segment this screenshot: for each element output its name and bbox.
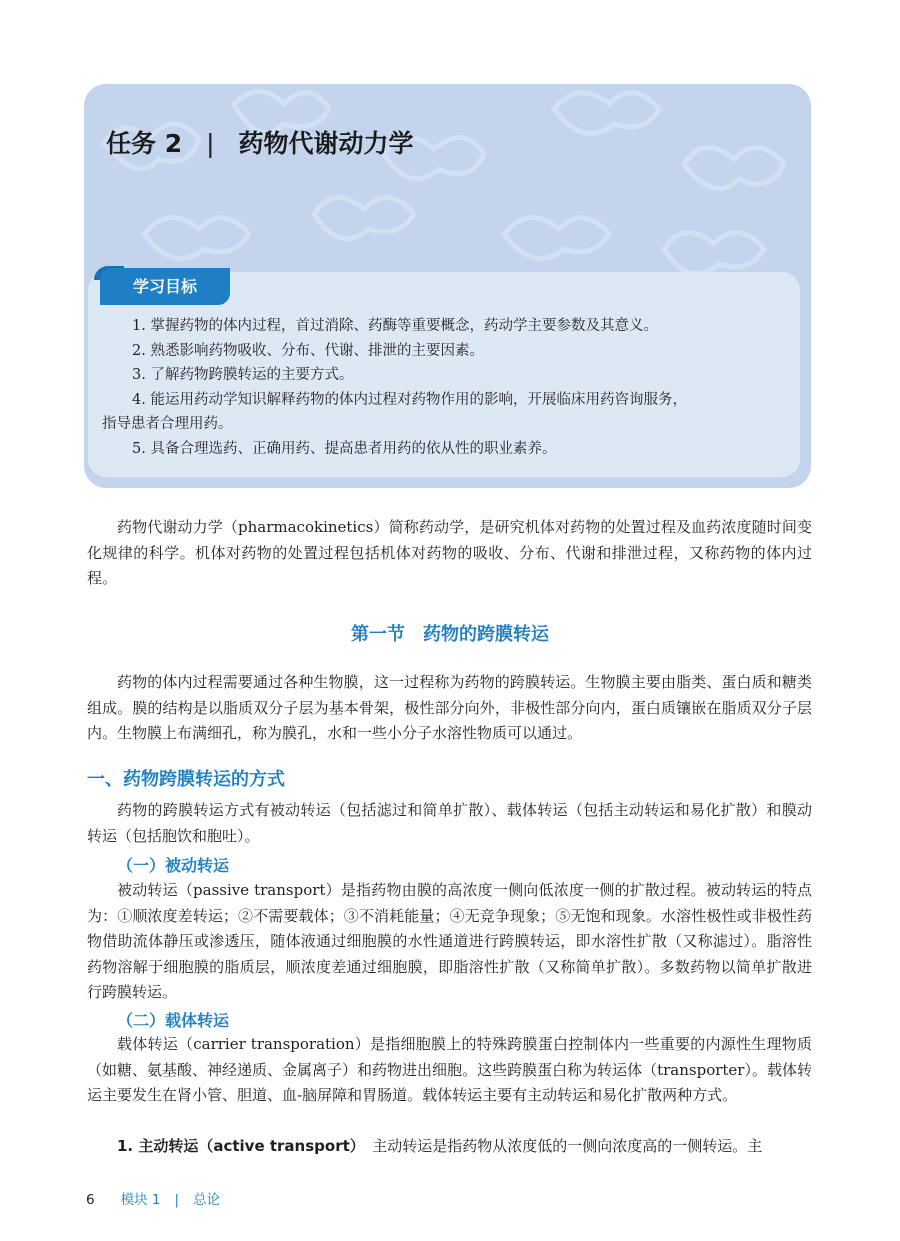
- page-number: 6: [86, 1192, 95, 1208]
- task-header-box: [84, 84, 811, 488]
- sub2-paragraph: 载体转运（carrier transporation）是指细胞膜上的特殊跨膜蛋白控制体内一些重要的内源性生理物质（如糖、氨基酸、神经递质、金属离子）和药物进出细胞。这些跨膜蛋白称为转运体（transporter）。载体转运主要发生在肾小管、胆道、血-脑屏障和胃肠道。载体转运主要有主动转运和易化扩散两种方式。: [87, 1035, 812, 1104]
- sub2-item1: [87, 1134, 812, 1160]
- sub1-title: （一）被动转运: [117, 856, 230, 875]
- sub2-title: （二）载体转运: [117, 1011, 230, 1030]
- sub2-item1-text: 主动转运是指药物从浓度低的一侧向浓度高的一侧转运。主: [357, 1137, 763, 1155]
- task-label: 任务 2: [106, 129, 183, 158]
- objective-item: 2. 熟悉影响药物吸收、分布、代谢、排泄的主要因素。: [132, 342, 484, 359]
- objectives-tab: 学习目标: [100, 268, 230, 305]
- heading-1: 一、药物跨膜转运的方式: [87, 769, 285, 790]
- sub1-paragraph: 被动转运（passive transport）是指药物由膜的高浓度一侧向低浓度一侧的扩散过程。被动转运的特点为：①顺浓度差转运；②不需要载体；③不消耗能量；④无竞争现象；⑤无饱和现象。水溶性极性或非极性药物借助流体静压或渗透压，随体液通过细胞膜的水性通道进行跨膜转运，即水溶性扩散（又称滤过）。脂溶性药物溶解于细胞膜的脂质层，顺浓度差通过细胞膜，即脂溶性扩散（又称简单扩散）。多数药物以简单扩散进行跨膜转运。: [87, 881, 812, 1001]
- objective-item: 1. 掌握药物的体内过程，首过消除、药酶等重要概念，药动学主要参数及其意义。: [132, 318, 658, 334]
- footer-chapter: 总论: [193, 1192, 221, 1208]
- page-footer: [86, 1188, 220, 1208]
- task-title: 药物代谢动力学: [238, 129, 414, 158]
- section-title: 第一节 药物的跨膜转运: [351, 624, 549, 645]
- objective-item: 5. 具备合理选药、正确用药、提高患者用药的依从性的职业素养。: [132, 440, 557, 457]
- objective-item: 4. 能运用药动学知识解释药物的体内过程对药物作用的影响，开展临床用药咨询服务，: [132, 391, 687, 408]
- intro-paragraph: 药物代谢动力学（pharmacokinetics）简称药动学，是研究机体对药物的处置过程及血药浓度随时间变化规律的科学。机体对药物的处置过程包括机体对药物的吸收、分布、代谢和排泄过程，又称药物的体内过程。: [87, 518, 812, 587]
- task-title-line: [106, 124, 414, 160]
- objective-item-continuation: 指导患者合理用药。: [102, 416, 233, 432]
- heading-1-paragraph: 药物的跨膜转运方式有被动转运（包括滤过和简单扩散）、载体转运（包括主动转运和易化扩散）和膜动转运（包括胞饮和胞吐）。: [87, 801, 812, 845]
- section-paragraph: 药物的体内过程需要通过各种生物膜，这一过程称为药物的跨膜转运。生物膜主要由脂类、蛋白质和糖类组成。膜的结构是以脂质双分子层为基本骨架，极性部分向外，非极性部分向内，蛋白质镶嵌在脂质双分子层内。生物膜上布满细孔，称为膜孔，水和一些小分子水溶性物质可以通过。: [87, 673, 812, 742]
- footer-separator: |: [174, 1192, 180, 1208]
- sub2-item1-lead: 1. 主动转运（active transport）: [117, 1137, 358, 1155]
- objective-item: 3. 了解药物跨膜转运的主要方式。: [132, 367, 354, 383]
- objectives-list: [102, 314, 792, 461]
- title-separator: |: [206, 129, 215, 158]
- footer-module: 模块 1: [120, 1192, 161, 1208]
